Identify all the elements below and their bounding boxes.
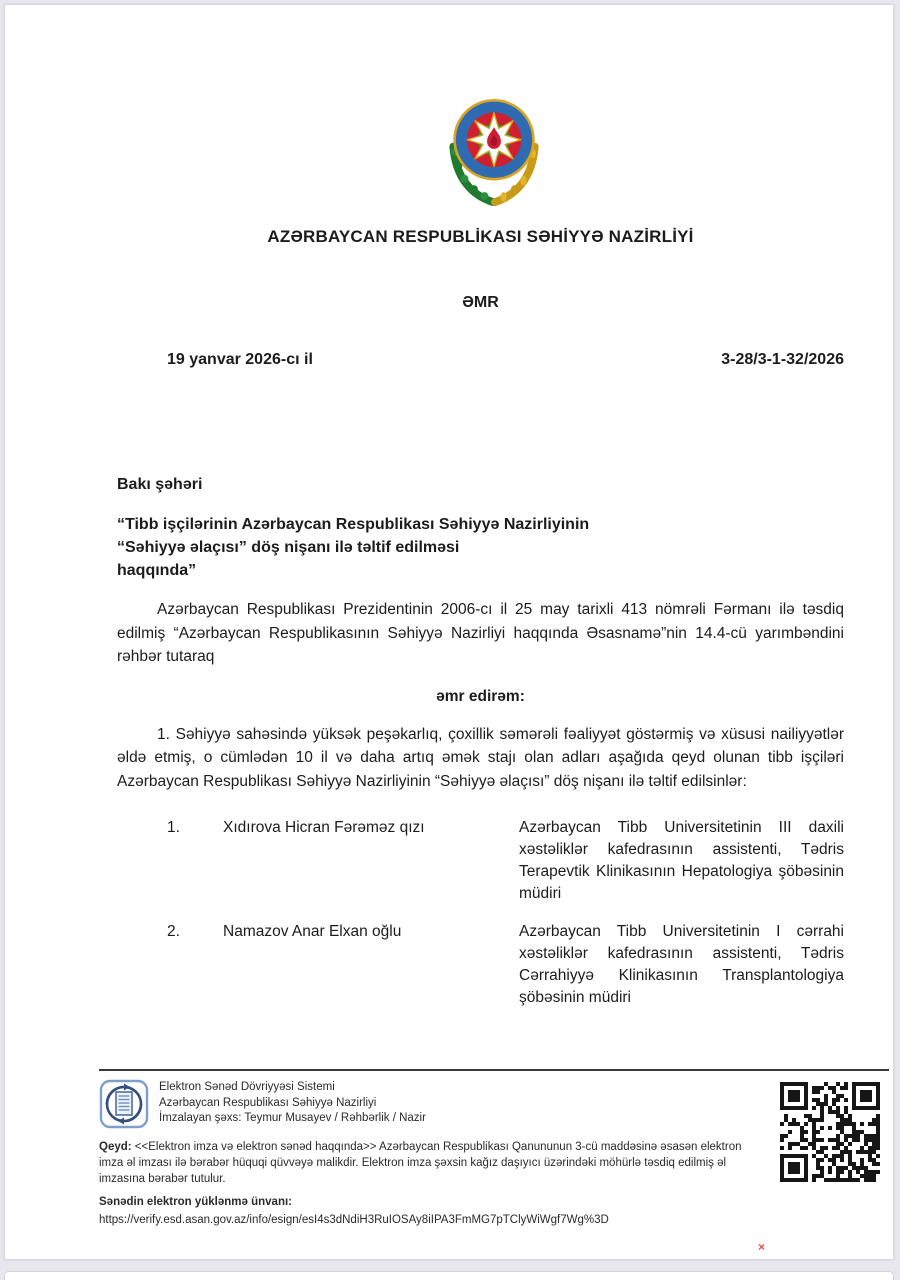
esd-signer: İmzalayan şəxs: Teymur Musayev / Rəhbərlik / Nazir [159,1112,426,1124]
page-break-marker: × [758,1240,766,1254]
awardee-name: Namazov Anar Elxan oğlu [223,923,402,940]
awardee-row [117,921,844,1009]
note-text: <<Elektron imza və elektron sənəd haqqında>> Azərbaycan Respublikası Qanununun 3-cü maddəsinə əsasən elektron imza əl imzası ilə bərabər hüquqi qüvvəyə malikdir. Elektron imza şəxsin kağız daşıyıcı üzərindəki möhürlə təsdiq edilmiş əl imzasına bərabər tutulur. [99,1141,742,1185]
note-label: Qeyd: [99,1141,132,1153]
esd-organization: Azərbaycan Respublikası Səhiyyə Nazirliyi [159,1096,377,1109]
esignature-footer [99,1069,889,1228]
awardee-position: Azərbaycan Tibb Universitetinin I cərrahi xəstəliklər kafedrasının assistenti, Tədris Cərrahiyyə Klinikasının Transplantologiya şöbəsinin müdiri [519,923,844,1006]
qr-code [777,1079,883,1185]
date-number-row [117,350,844,370]
awardee-row [117,817,844,905]
awardee-name: Xıdırova Hicran Fərəməz qızı [223,819,425,836]
next-page-edge [4,1271,894,1280]
preamble-paragraph: Azərbaycan Respublikası Prezidentinin 2006-cı il 25 may tarixli 413 nömrəli Fərmanı ilə təsdiq edilmiş “Azərbaycan Respublikasının Səhiyyə Nazirliyi haqqında Əsasnamə”nin 14.4-cü yarımbəndini rəhbər tutaraq [117,601,844,665]
ministry-title: AZƏRBAYCAN RESPUBLİKASI SƏHİYYƏ NAZİRLİYİ [267,227,694,246]
document-number: 3-28/3-1-32/2026 [721,351,844,368]
esd-system-row [99,1079,765,1129]
subject-line: haqqında” [117,562,197,579]
verification-url: https://verify.esd.asan.gov.az/info/esign/esI4s3dNdiH3RuIOSAy8iIPA3FmMG7pTClyWiWgf7Wg%3D [99,1213,609,1226]
document-subject [117,513,844,582]
awardee-position: Azərbaycan Tibb Universitetinin III daxili xəstəliklər kafedrasının assistenti, Tədris Terapevtik Klinikasının Hepatologiya şöbəsinin müdiri [519,819,844,902]
document-date: 19 yanvar 2026-cı il [167,351,313,368]
city-label: Bakı şəhəri [117,476,203,493]
subject-line: “Səhiyyə əlaçısı” döş nişanı ilə təltif edilməsi [117,539,460,556]
document-type-heading: ƏMR [462,294,499,311]
awardee-number: 1. [167,819,180,836]
esignature-info [99,1079,765,1228]
subject-line: “Tibb işçilərinin Azərbaycan Respublikası Səhiyyə Nazirliyinin [117,516,590,533]
qr-code-grid [780,1082,880,1182]
order-keyword: əmr edirəm: [436,687,525,705]
download-address-label: Sənədin elektron yüklənmə ünvanı: [99,1196,292,1208]
document-page [4,4,894,1260]
legal-note [99,1139,765,1187]
order-clause-paragraph: 1. Səhiyyə sahəsində yüksək peşəkarlıq, çoxillik səmərəli fəaliyyət göstərmiş və xüsusi nailiyyətlər əldə etmiş, o cümlədən 10 il və daha artıq əmək stajı olan adları aşağıda qeyd olunan tibb işçiləri Azərbaycan Respublikası Səhiyyə Nazirliyinin “Səhiyyə əlaçısı” döş nişanı ilə təltif edilsinlər: [117,725,844,790]
awardee-number: 2. [167,923,180,940]
esd-system-name: Elektron Sənəd Dövriyyəsi Sistemi [159,1081,335,1093]
esd-text-lines [159,1079,426,1127]
document-cycle-icon [99,1079,149,1129]
